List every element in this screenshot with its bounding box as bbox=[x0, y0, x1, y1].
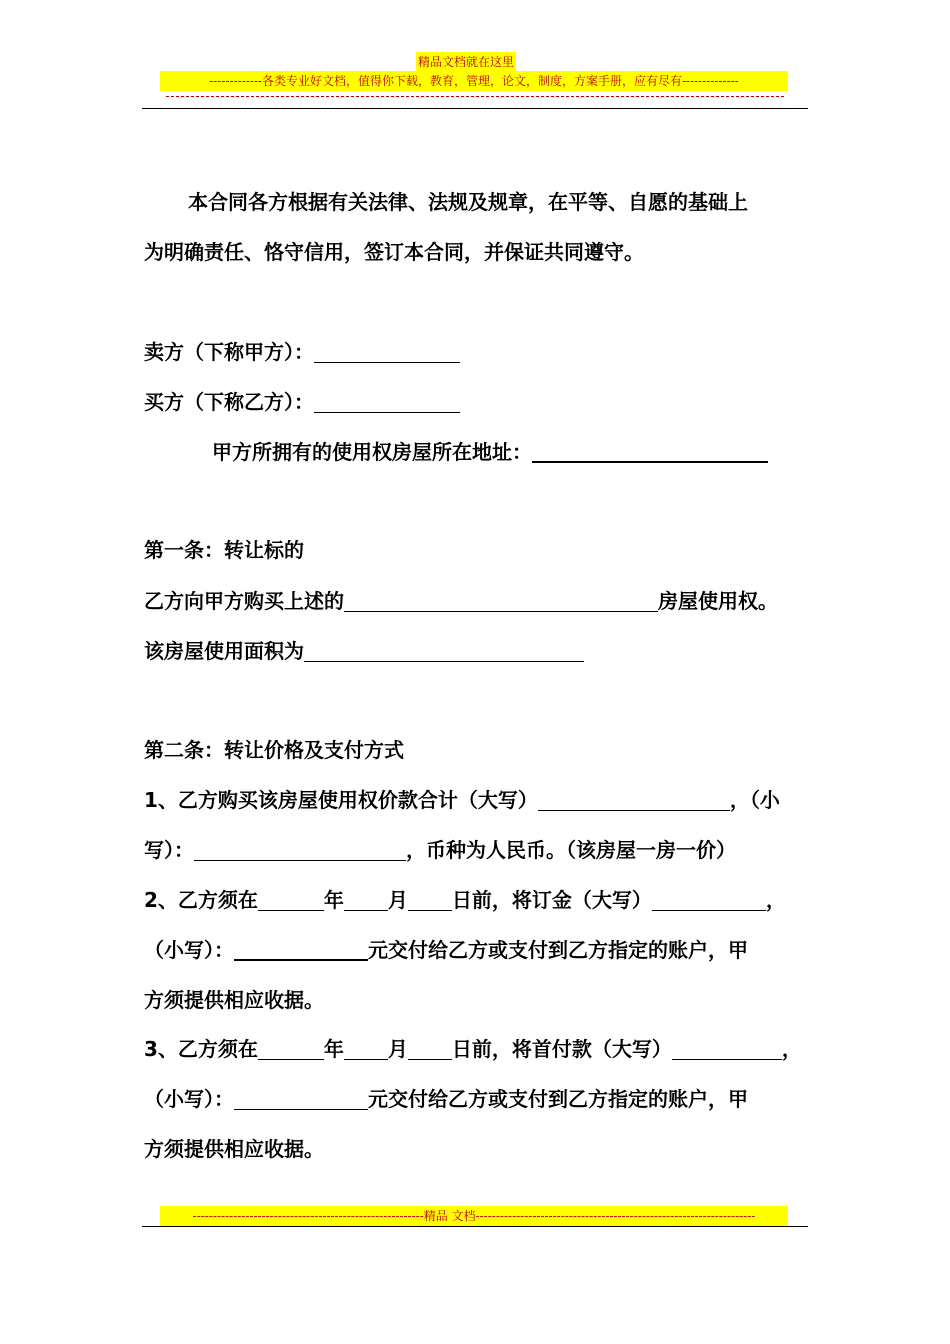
month-label: 月 bbox=[387, 888, 408, 912]
address-blank[interactable] bbox=[532, 437, 768, 463]
clause-1-text-a: 、乙方购买该房屋使用权价款合计（大写） bbox=[157, 788, 538, 812]
article-1-title: 第一条：转让标的 bbox=[144, 538, 304, 562]
deposit-upper-blank[interactable] bbox=[652, 886, 766, 911]
area-blank[interactable] bbox=[304, 637, 584, 662]
clause-2-number: 2 bbox=[144, 888, 158, 912]
price-lower-blank[interactable] bbox=[194, 836, 406, 861]
footer-banner: ---------------------------------------------------------精品 文档--------------------------------------------------------------------- bbox=[160, 1206, 788, 1226]
year-label: 年 bbox=[323, 1037, 344, 1061]
clause-1-line-1 bbox=[144, 782, 780, 818]
seller-line bbox=[144, 334, 460, 370]
seller-blank[interactable] bbox=[314, 338, 460, 363]
header-title: 精品文档就在这里 bbox=[416, 52, 516, 72]
clause-2-text-a: 、乙方须在 bbox=[157, 888, 258, 912]
downpay-lower-blank[interactable] bbox=[234, 1085, 368, 1110]
footer-rule bbox=[142, 1226, 808, 1227]
clause-3-number: 3 bbox=[144, 1037, 158, 1061]
clause-2-text-b: 日前，将订金（大写） bbox=[451, 888, 652, 912]
intro-line-1: 本合同各方根据有关法律、法规及规章，在平等、自愿的基础上 bbox=[188, 190, 748, 214]
month-label: 月 bbox=[387, 1037, 408, 1061]
buyer-blank[interactable] bbox=[314, 388, 460, 413]
intro-line-2: 为明确责任、恪守信用，签订本合同，并保证共同遵守。 bbox=[144, 240, 644, 264]
buyer-line bbox=[144, 384, 460, 420]
header-rule bbox=[142, 108, 808, 109]
house-blank[interactable] bbox=[344, 587, 658, 612]
clause-3-line-3: 方须提供相应收据。 bbox=[144, 1137, 324, 1161]
clause-3-line-2 bbox=[144, 1081, 748, 1117]
small-amount-label: （小写）： bbox=[144, 1087, 234, 1111]
downpay-upper-blank[interactable] bbox=[672, 1035, 782, 1060]
address-label: 甲方所拥有的使用权房屋所在地址： bbox=[212, 440, 532, 464]
clause-2-line-1 bbox=[144, 882, 786, 918]
article-2-title: 第二条：转让价格及支付方式 bbox=[144, 738, 404, 762]
clause-1-line-2 bbox=[144, 832, 736, 868]
deposit-lower-blank[interactable] bbox=[234, 935, 368, 961]
clause-3-text-b: 日前，将首付款（大写） bbox=[451, 1037, 672, 1061]
deposit-year-blank[interactable] bbox=[258, 886, 324, 911]
clause-1-number: 1 bbox=[144, 788, 158, 812]
clause-2-line-3: 方须提供相应收据。 bbox=[144, 988, 324, 1012]
downpay-year-blank[interactable] bbox=[258, 1035, 324, 1060]
price-upper-blank[interactable] bbox=[538, 786, 730, 811]
art1-text-b: 房屋使用权。 bbox=[658, 589, 778, 613]
art1-text-a: 乙方向甲方购买上述的 bbox=[144, 589, 344, 613]
buyer-label: 买方（下称乙方）： bbox=[144, 390, 314, 414]
pay-to-text: 元交付给乙方或支付到乙方指定的账户，甲 bbox=[368, 1087, 748, 1111]
comma: ， bbox=[781, 1037, 802, 1061]
seller-label: 卖方（下称甲方）： bbox=[144, 340, 314, 364]
small-amount-label: （小写）： bbox=[144, 938, 234, 962]
comma: ， bbox=[765, 888, 786, 912]
clause-1-text-c: 写）： bbox=[144, 838, 194, 862]
downpay-day-blank[interactable] bbox=[408, 1035, 452, 1060]
header-tagline: -------------各类专业好文档，值得你下载，教育，管理，论文，制度，方案手册，应有尽有-------------- bbox=[160, 71, 788, 91]
deposit-month-blank[interactable] bbox=[344, 886, 388, 911]
downpay-month-blank[interactable] bbox=[344, 1035, 388, 1060]
header-dashed-divider bbox=[166, 96, 784, 105]
clause-3-line-1 bbox=[144, 1031, 802, 1067]
pay-to-text: 元交付给乙方或支付到乙方指定的账户，甲 bbox=[368, 938, 748, 962]
address-line bbox=[212, 434, 768, 470]
clause-1-text-b: ，（小 bbox=[729, 788, 780, 812]
year-label: 年 bbox=[323, 888, 344, 912]
clause-2-line-2 bbox=[144, 932, 748, 968]
article-1-line-2 bbox=[144, 633, 584, 669]
clause-3-text-a: 、乙方须在 bbox=[157, 1037, 258, 1061]
deposit-day-blank[interactable] bbox=[408, 886, 452, 911]
article-1-line-1 bbox=[144, 583, 778, 619]
clause-1-text-d: ，币种为人民币。（该房屋一房一价） bbox=[406, 838, 736, 862]
area-label: 该房屋使用面积为 bbox=[144, 639, 304, 663]
